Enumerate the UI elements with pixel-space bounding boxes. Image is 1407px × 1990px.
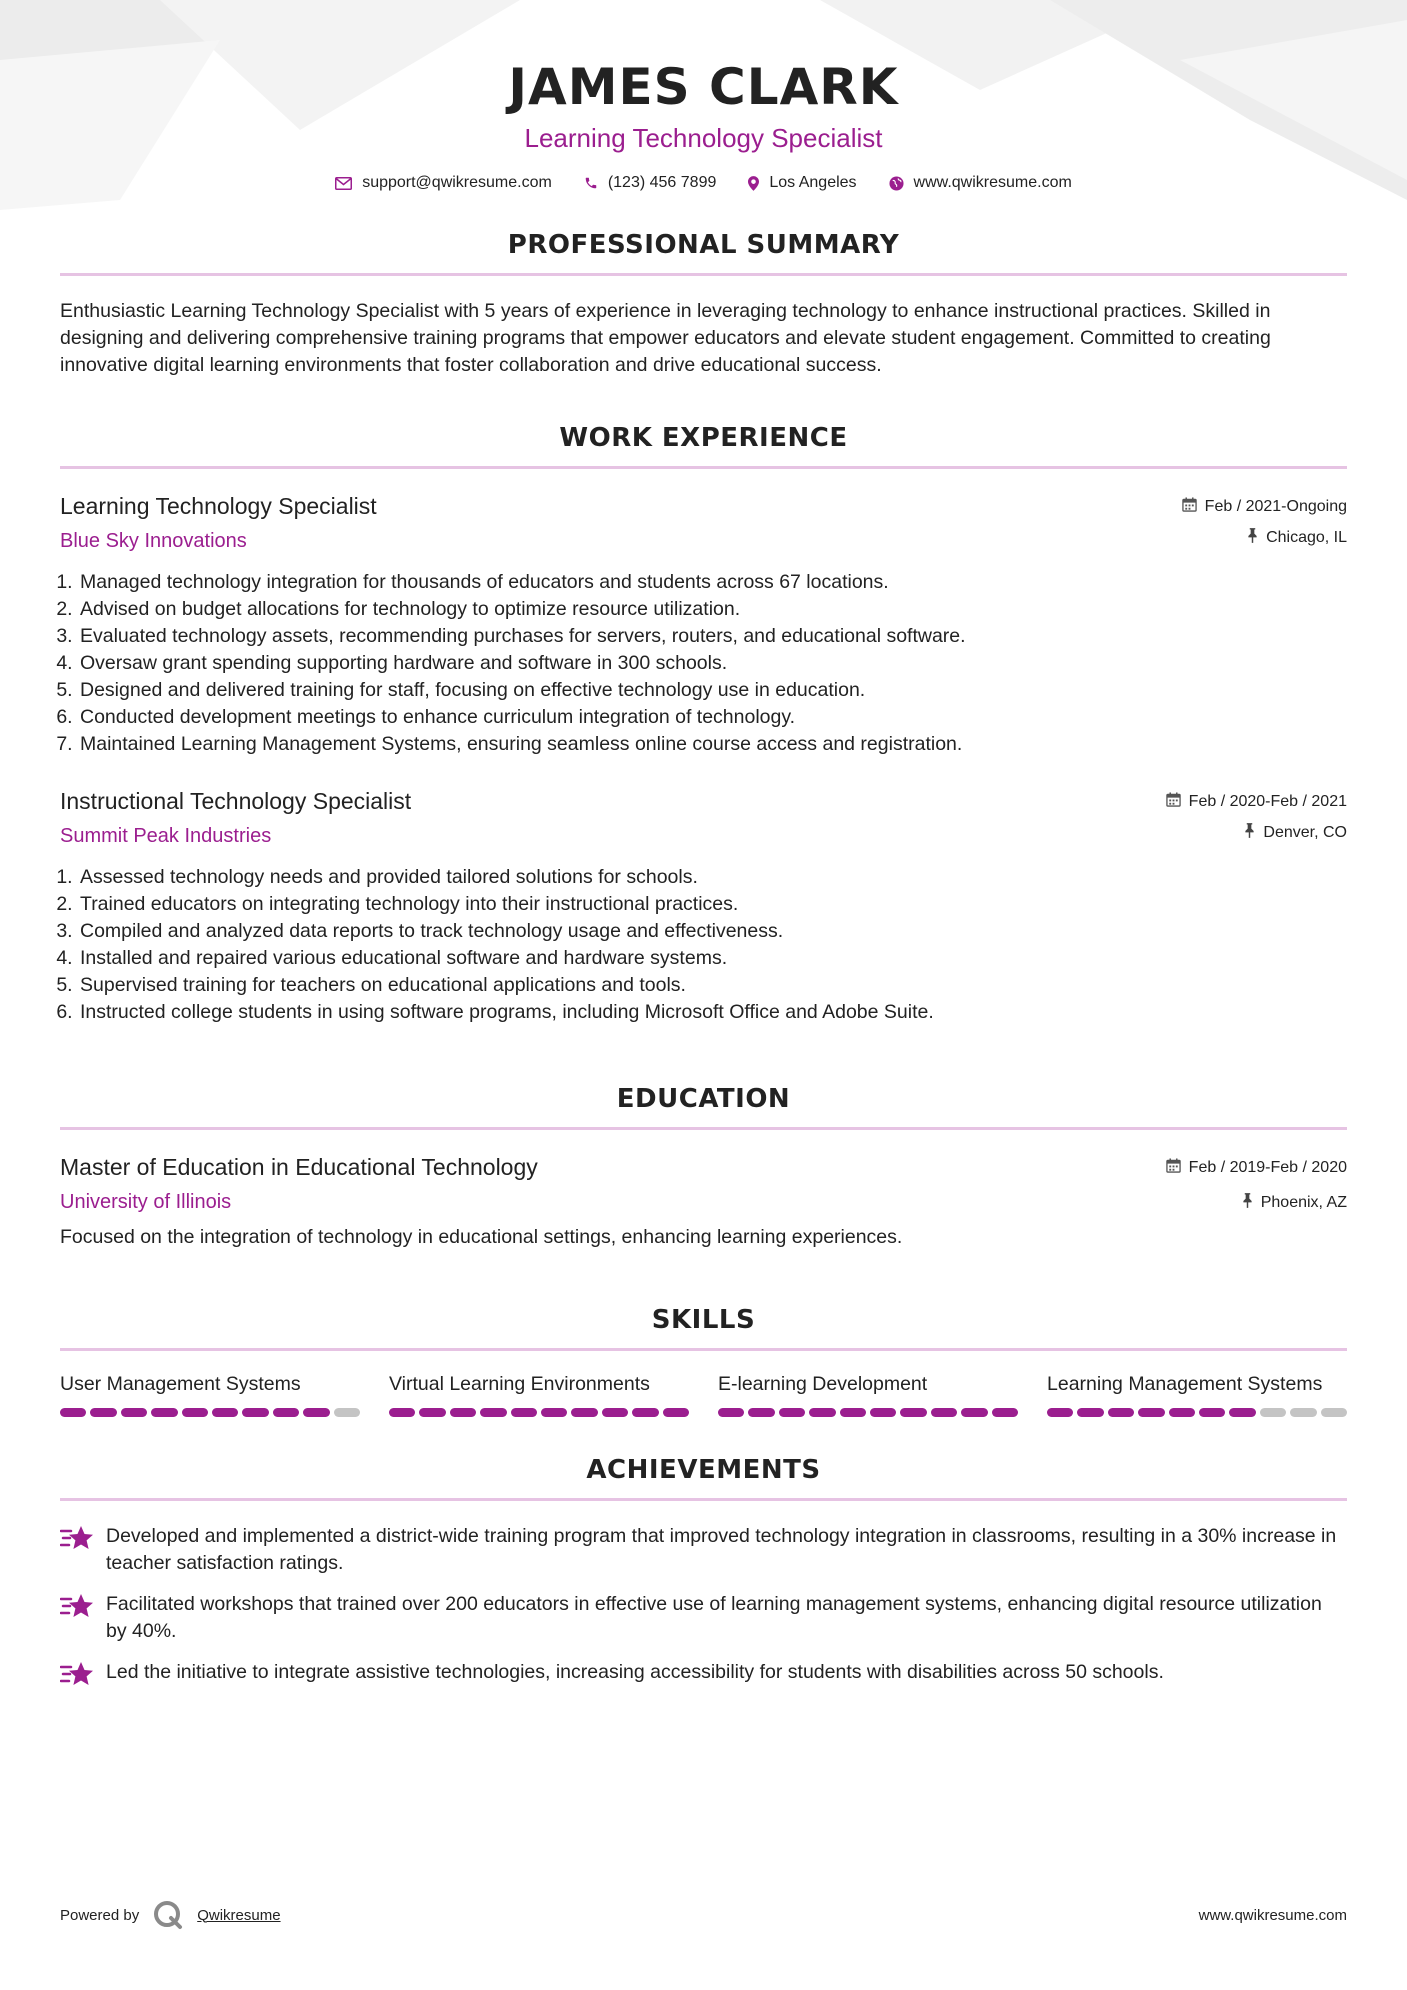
education-description: Focused on the integration of technology in educational settings, enhancing learning experiences. xyxy=(60,1226,903,1248)
skill-item xyxy=(718,1373,1018,1417)
skill-name: Learning Management Systems xyxy=(1047,1373,1323,1395)
job-company: Blue Sky Innovations xyxy=(60,530,247,552)
skill-segment-filled xyxy=(182,1408,208,1417)
achievements-list xyxy=(60,1523,1347,1691)
list-item: 2. Trained educators on integrating technology into their instructional practices. xyxy=(78,891,1347,918)
education-dates: Feb / 2019-Feb / 2020 xyxy=(1188,1158,1347,1176)
list-item xyxy=(60,1523,1347,1577)
list-item: 1. Managed technology integration for thousands of educators and students across 67 locations. xyxy=(78,569,1347,596)
skill-segment-empty xyxy=(1260,1408,1286,1417)
list-item: 5. Designed and delivered training for staff, focusing on effective technology use in education. xyxy=(78,677,1347,704)
envelope-icon xyxy=(335,177,352,190)
skill-name: E-learning Development xyxy=(718,1373,928,1395)
skill-level-bar xyxy=(60,1408,360,1417)
skill-segment-filled xyxy=(151,1408,177,1417)
skill-segment-empty xyxy=(1290,1408,1316,1417)
skill-segment-filled xyxy=(419,1408,445,1417)
skill-segment-filled xyxy=(1077,1408,1103,1417)
skill-segment-filled xyxy=(992,1408,1018,1417)
skill-segment-filled xyxy=(389,1408,415,1417)
section-divider xyxy=(60,1498,1347,1501)
skill-segment-empty xyxy=(334,1408,360,1417)
footer-website[interactable]: www.qwikresume.com xyxy=(1198,1906,1347,1924)
contact-location xyxy=(748,174,856,192)
location-text: Los Angeles xyxy=(769,174,857,191)
skill-segment-filled xyxy=(480,1408,506,1417)
contact-website[interactable] xyxy=(889,174,1072,192)
skills-section xyxy=(60,1305,1347,1417)
star-icon xyxy=(60,1523,96,1555)
skill-segment-filled xyxy=(60,1408,86,1417)
experience-heading: WORK EXPERIENCE xyxy=(559,423,848,453)
section-divider xyxy=(60,1127,1347,1130)
skill-segment-filled xyxy=(450,1408,476,1417)
skill-segment-filled xyxy=(541,1408,567,1417)
achievements-heading: ACHIEVEMENTS xyxy=(586,1455,821,1485)
skill-segment-filled xyxy=(511,1408,537,1417)
skill-name: Virtual Learning Environments xyxy=(389,1373,650,1395)
list-item: 4. Oversaw grant spending supporting hardware and software in 300 schools. xyxy=(78,650,1347,677)
achievement-text: Facilitated workshops that trained over 200 educators in effective use of learning management systems, enhancing digital resource utilization by 40%. xyxy=(106,1593,1322,1642)
education-section xyxy=(60,1084,1347,1249)
brand-link[interactable]: Qwikresume xyxy=(197,1906,281,1924)
pin-icon xyxy=(1244,823,1255,842)
skill-segment-filled xyxy=(840,1408,866,1417)
page-footer xyxy=(60,1900,1347,1930)
list-item: 4. Installed and repaired various educational software and hardware systems. xyxy=(78,945,1347,972)
list-item: 1. Assessed technology needs and provided tailored solutions for schools. xyxy=(78,864,1347,891)
skill-item xyxy=(1047,1373,1347,1417)
skill-segment-filled xyxy=(900,1408,926,1417)
skill-segment-filled xyxy=(1169,1408,1195,1417)
skills-heading: SKILLS xyxy=(651,1305,756,1335)
map-pin-icon xyxy=(748,176,759,191)
list-item: 6. Conducted development meetings to enhance curriculum integration of technology. xyxy=(78,704,1347,731)
globe-icon xyxy=(889,176,904,191)
job-location: Chicago, IL xyxy=(1266,528,1347,546)
skill-segment-filled xyxy=(602,1408,628,1417)
powered-by-label: Powered by xyxy=(60,1906,140,1924)
job-dates: Feb / 2021-Ongoing xyxy=(1204,497,1347,515)
list-item: 6. Instructed college students in using software programs, including Microsoft Office and Adobe Suite. xyxy=(78,999,1347,1026)
pin-icon xyxy=(1247,528,1258,547)
list-item: 5. Supervised training for teachers on educational applications and tools. xyxy=(78,972,1347,999)
calendar-icon xyxy=(1166,792,1181,811)
section-divider xyxy=(60,1348,1347,1351)
skill-segment-filled xyxy=(1047,1408,1073,1417)
skill-segment-filled xyxy=(1108,1408,1134,1417)
education-location: Phoenix, AZ xyxy=(1260,1193,1347,1211)
skill-segment-filled xyxy=(273,1408,299,1417)
skill-segment-filled xyxy=(718,1408,744,1417)
school-name: University of Illinois xyxy=(60,1191,232,1213)
job-bullets xyxy=(60,569,1347,758)
summary-section xyxy=(60,230,1347,379)
skill-segment-filled xyxy=(961,1408,987,1417)
contact-phone[interactable] xyxy=(584,174,717,192)
education-heading: EDUCATION xyxy=(616,1084,791,1114)
skill-segment-filled xyxy=(663,1408,689,1417)
skill-segment-filled xyxy=(809,1408,835,1417)
star-icon xyxy=(60,1591,96,1623)
achievement-text: Developed and implemented a district-wide training program that improved technology integration in classrooms, resulting in a 30% increase in teacher satisfaction ratings. xyxy=(106,1525,1337,1574)
calendar-icon xyxy=(1182,497,1197,516)
skill-segment-filled xyxy=(90,1408,116,1417)
contact-bar xyxy=(60,174,1347,192)
skill-segment-filled xyxy=(1229,1408,1255,1417)
education-entry xyxy=(60,1154,1347,1249)
skill-segment-filled xyxy=(303,1408,329,1417)
achievement-text: Led the initiative to integrate assistive technologies, increasing accessibility for students with disabilities across 50 schools. xyxy=(106,1661,1164,1683)
skill-segment-filled xyxy=(931,1408,957,1417)
pin-icon xyxy=(1242,1193,1253,1212)
skill-segment-empty xyxy=(1321,1408,1347,1417)
star-icon xyxy=(60,1659,96,1691)
job-entry xyxy=(60,493,1347,758)
experience-section xyxy=(60,423,1347,1026)
job-title: Learning Technology Specialist xyxy=(60,493,377,519)
skill-level-bar xyxy=(718,1408,1018,1417)
job-bullets xyxy=(60,864,1347,1026)
skill-segment-filled xyxy=(121,1408,147,1417)
skill-segment-filled xyxy=(1199,1408,1225,1417)
skill-segment-filled xyxy=(870,1408,896,1417)
skills-row xyxy=(60,1373,1347,1417)
skill-segment-filled xyxy=(212,1408,238,1417)
skill-segment-filled xyxy=(1138,1408,1164,1417)
skill-segment-filled xyxy=(632,1408,658,1417)
section-divider xyxy=(60,273,1347,276)
job-company: Summit Peak Industries xyxy=(60,825,272,847)
job-title: Instructional Technology Specialist xyxy=(60,788,412,814)
job-location: Denver, CO xyxy=(1263,823,1347,841)
skill-segment-filled xyxy=(779,1408,805,1417)
achievements-section xyxy=(60,1455,1347,1691)
list-item: 2. Advised on budget allocations for technology to optimize resource utilization. xyxy=(78,596,1347,623)
qwikresume-logo-icon xyxy=(153,1900,183,1930)
degree-title: Master of Education in Educational Technology xyxy=(60,1154,538,1180)
candidate-name: JAMES CLARK xyxy=(508,58,899,116)
skill-item xyxy=(389,1373,689,1417)
skill-segment-filled xyxy=(748,1408,774,1417)
email-text: support@qwikresume.com xyxy=(362,174,552,191)
summary-text: Enthusiastic Learning Technology Specialist with 5 years of experience in leveraging technology to enhance instructional practices. Skilled in designing and delivering comprehensive training programs that empower educators and elevate student engagement. Committed to creating innovative digital learning environments that foster collaboration and drive educational success. xyxy=(60,300,1271,376)
skill-level-bar xyxy=(389,1408,689,1417)
section-divider xyxy=(60,466,1347,469)
summary-heading: PROFESSIONAL SUMMARY xyxy=(507,230,900,260)
skill-name: User Management Systems xyxy=(60,1373,301,1395)
phone-icon xyxy=(584,176,598,190)
list-item: 3. Compiled and analyzed data reports to track technology usage and effectiveness. xyxy=(78,918,1347,945)
job-dates: Feb / 2020-Feb / 2021 xyxy=(1188,792,1347,810)
candidate-title: Learning Technology Specialist xyxy=(524,123,883,153)
phone-text: (123) 456 7899 xyxy=(607,174,717,191)
skill-segment-filled xyxy=(571,1408,597,1417)
job-entry xyxy=(60,788,1347,1026)
list-item xyxy=(60,1591,1347,1645)
skill-segment-filled xyxy=(242,1408,268,1417)
website-text: www.qwikresume.com xyxy=(913,174,1072,191)
list-item: 7. Maintained Learning Management Systems, ensuring seamless online course access and registration. xyxy=(78,731,1347,758)
list-item: 3. Evaluated technology assets, recommending purchases for servers, routers, and educational software. xyxy=(78,623,1347,650)
contact-email[interactable] xyxy=(335,174,552,192)
list-item xyxy=(60,1659,1347,1691)
skill-level-bar xyxy=(1047,1408,1347,1417)
calendar-icon xyxy=(1166,1158,1181,1177)
skill-item xyxy=(60,1373,360,1417)
